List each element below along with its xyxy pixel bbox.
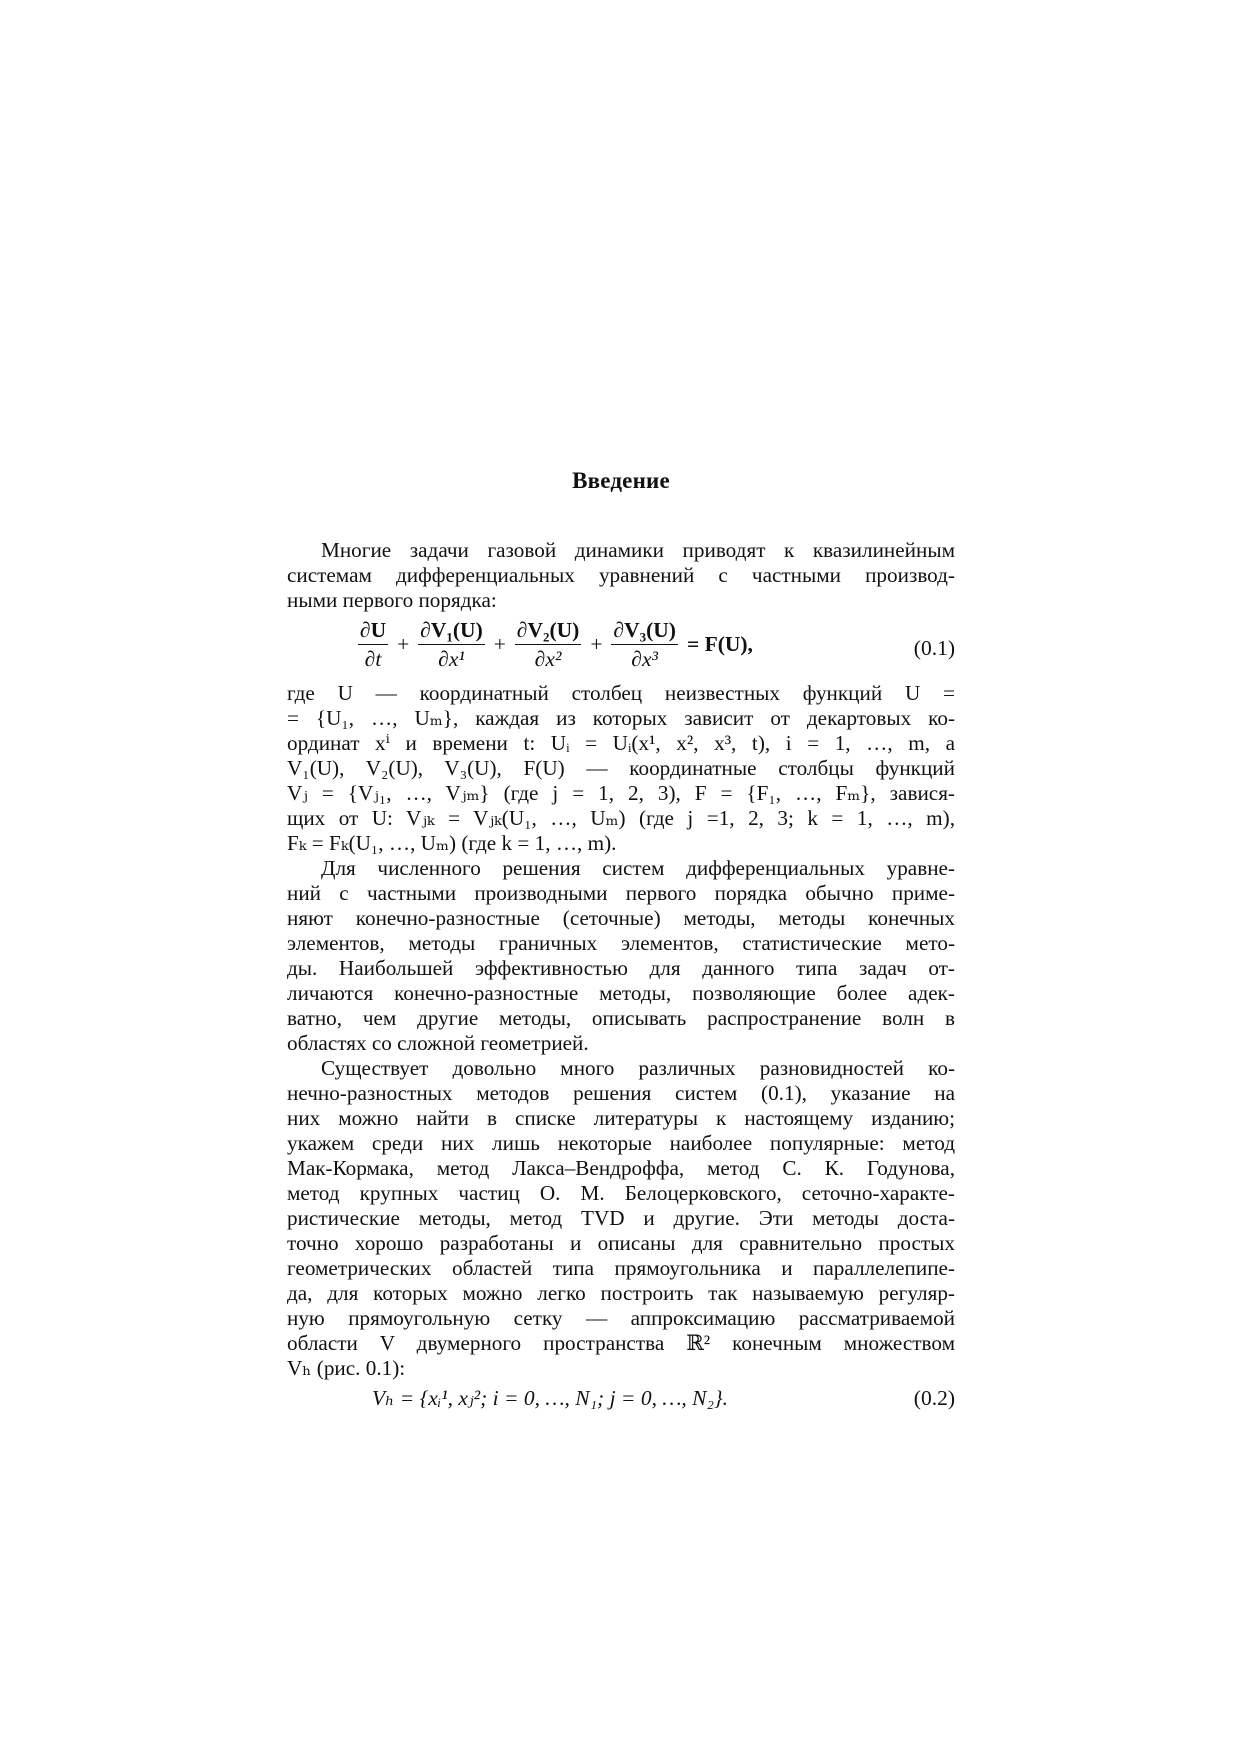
equation-number: (0.1) [913,636,955,660]
paragraph-variants [287,1056,955,1381]
text-line: них можно найти в списке литературы к настоящему изданию; [287,1106,955,1130]
equation-body: Vₕ = {xᵢ¹, xⱼ²; i = 0, …, N₁; j = 0, …, N₂}. [372,1386,728,1410]
text-line: точно хорошо разработаны и описаны для сравнительно простых [287,1231,955,1255]
text-line: Для численного решения систем дифференциальных уравне- [321,856,955,880]
paragraph-definitions [287,681,955,856]
numerator: ∂V₁(U) [418,618,484,645]
page-title: Введение [572,468,670,493]
denominator: ∂x¹ [438,647,465,671]
text-line: ний с частными производными первого порядка обычно приме- [287,881,955,905]
text-line: элементов, методы граничных элементов, статистические мето- [287,931,955,955]
text-line: Vⱼ = {Vⱼ₁, …, Vⱼₘ} (где j = 1, 2, 3), F = {F₁, …, Fₘ}, завися- [287,781,955,805]
text-line: метод крупных частиц О. М. Белоцерковского, сеточно-характе- [287,1181,955,1205]
text-line: Существует довольно много различных разновидностей ко- [321,1056,955,1080]
text-line: да, для которых можно легко построить так называемую регуляр- [287,1281,955,1305]
fraction [515,618,581,671]
text-line: ную прямоугольную сетку — аппроксимацию рассматриваемой [287,1306,955,1330]
denominator: ∂x² [534,647,562,671]
text-line: ватно, чем другие методы, описывать распространение волн в [287,1006,955,1030]
paragraph-methods [287,856,955,1056]
plus-sign: + [397,632,410,656]
text-line: ными первого порядка: [287,588,497,612]
text-line: Многие задачи газовой динамики приводят к квазилинейным [321,538,955,562]
equation-number: (0.2) [913,1386,955,1410]
fraction [611,618,677,671]
equation-rhs: = F(U), [686,632,753,656]
text-line: нечно-разностных методов решения систем (0.1), указание на [287,1081,955,1105]
text-line: Мак-Кормака, метод Лакса–Вендроффа, метод С. К. Годунова, [287,1156,955,1180]
text-line: = {U₁, …, Uₘ}, каждая из которых зависит от декартовых ко- [287,706,955,730]
fraction [358,618,388,671]
numerator: ∂V₂(U) [515,618,581,645]
text-line: V₁(U), V₂(U), V₃(U), F(U) — координатные столбцы функций [287,756,955,780]
denominator: ∂x³ [631,647,659,671]
text-line: укажем среди них лишь некоторые наиболее популярные: метод [287,1131,955,1155]
fraction [418,618,484,671]
denominator: ∂t [364,647,382,671]
text-line: областях со сложной геометрией. [287,1031,589,1055]
numerator: ∂V₃(U) [611,618,677,645]
text-line: щих от U: Vⱼₖ = Vⱼₖ(U₁, …, Uₘ) (где j =1, 2, 3; k = 1, …, m), [287,806,955,830]
paragraph-intro [287,538,955,613]
text-line: системам дифференциальных уравнений с частными производ- [287,563,955,587]
equation-0-1 [287,618,955,680]
text-line: ристические методы, метод TVD и другие. Эти методы доста- [287,1206,955,1230]
plus-sign: + [590,632,603,656]
text-line: няют конечно-разностные (сеточные) методы, методы конечных [287,906,955,930]
text-line: области V двумерного пространства ℝ² конечным множеством [287,1331,955,1355]
text-line: ординат xⁱ и времени t: Uᵢ = Uᵢ(x¹, x², x³, t), i = 1, …, m, а [287,731,955,755]
plus-sign: + [493,632,506,656]
text-line: Fₖ = Fₖ(U₁, …, Uₘ) (где k = 1, …, m). [287,831,617,855]
text-line: где U — координатный столбец неизвестных функций U = [287,681,955,705]
text-line: геометрических областей типа прямоугольника и параллелепипе- [287,1256,955,1280]
text-line: ды. Наибольшей эффективностью для данного типа задач от- [287,956,955,980]
text-line: Vₕ (рис. 0.1): [287,1356,406,1380]
numerator: ∂U [358,618,388,645]
text-line: личаются конечно-разностные методы, позволяющие более адек- [287,981,955,1005]
equation-0-2 [287,1384,955,1418]
